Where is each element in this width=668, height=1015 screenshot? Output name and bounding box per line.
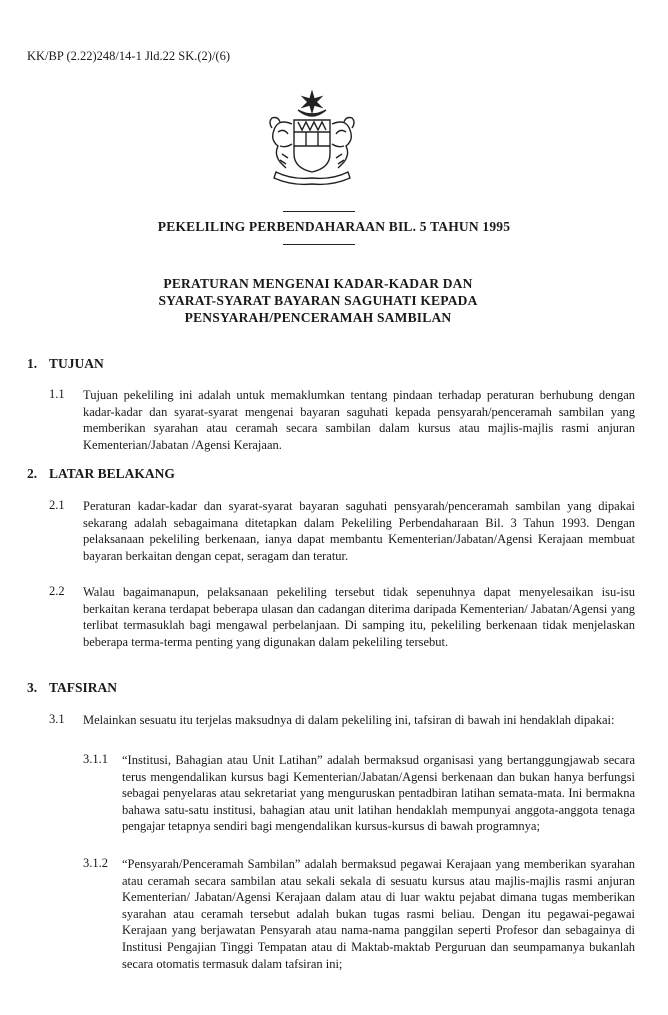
paragraph-3-1-1: “Institusi, Bahagian atau Unit Latihan” adalah bermaksud organisasi yang bertanggungjawab secara terus mengendalikan kursus bagi Kementerian/Jabatan/Agensi berkenaan dan bukan hanya berfungsi sebagai penyelaras atau sekretariat yang menguruskan pentadbiran latihan semata-mata. Ini bermakna bahawa satu-satu institusi, bahagian atau unit latihan hendaklah mempunyai anggota-anggota tenaga pengajar tetapnya sendiri bagi mengendalikan kursus-kursus di bawah programnya;: [122, 753, 635, 834]
section-number: 1.: [27, 356, 38, 371]
section-title: TAFSIRAN: [49, 680, 118, 695]
subject-line-3: PENSYARAH/PENCERAMAH SAMBILAN: [184, 310, 452, 325]
paragraph-number: 3.1.1: [83, 752, 108, 766]
reference-number: KK/BP (2.22)248/14-1 Jld.22 SK.(2)/(6): [27, 49, 231, 63]
subject-line-1: PERATURAN MENGENAI KADAR-KADAR DAN: [163, 276, 473, 291]
subject-line-2: SYARAT-SYARAT BAYARAN SAGUHATI KEPADA: [158, 293, 478, 308]
paragraph-3-1: Melainkan sesuatu itu terjelas maksudnya di dalam pekeliling ini, tafsiran di bawah ini hendaklah dipakai:: [83, 713, 615, 727]
paragraph-1-1: Tujuan pekeliling ini adalah untuk memaklumkan tentang pindaan terhadap peraturan berhubung dengan kadar-kadar dan syarat-syarat mengenai bayaran saguhati kepada pensyarah/penceramah sambilan yang memberikan syarahan atau ceramah secara sambilan dalam kursus atau majlis-majlis rasmi anjuran Kementerian/Jabatan /Agensi Kerajaan.: [83, 388, 635, 452]
paragraph-number: 1.1: [49, 387, 65, 401]
paragraph-number: 3.1: [49, 712, 65, 726]
section-number: 3.: [27, 680, 38, 695]
title-rule-bottom: [283, 244, 355, 245]
paragraph-3-1-2: “Pensyarah/Penceramah Sambilan” adalah bermaksud pegawai Kerajaan yang memberikan syarahan atau ceramah secara sambilan atau sekali sekala di sesuatu kursus atau majlis-majlis rasmi anjuran Kementerian/ Jabatan/Agensi Kerajaan dalam atau di luar waktu pejabat dimana tugas memberikan syarahan atau ceramah tersebut adalah bukan tugas rasmi beliau. Dengan itu pegawai-pegawai Kerajaan yang berjawatan Pensyarah atau nama-nama panggilan seperti Profesor dan sebagainya di Institusi Pengajian Tinggi Tempatan atau di Maktab-maktab Perguruan dan seumpamanya bukanlah secara otomatis termasuk dalam tafsiran ini;: [122, 857, 635, 971]
malaysia-coat-of-arms-icon: [258, 88, 366, 188]
circular-title: PEKELILING PERBENDAHARAAN BIL. 5 TAHUN 1995: [157, 219, 511, 234]
section-number: 2.: [27, 466, 38, 481]
paragraph-number: 2.1: [49, 498, 65, 512]
paragraph-2-1: Peraturan kadar-kadar dan syarat-syarat bayaran saguhati pensyarah/penceramah sambilan yang dipakai sekarang adalah sebagaimana ditetapkan dalam Pekeliling Perbendaharaan Bil. 3 Tahun 1993. Dengan pelaksanaan pekeliling berkenaan, ianya dapat membantu Kementerian/Jabatan/Agensi Kerajaan membuat bayaran berkaitan dengan cepat, seragam dan teratur.: [83, 499, 635, 563]
paragraph-2-2: Walau bagaimanapun, pelaksanaan pekeliling tersebut tidak sepenuhnya dapat menyelesaikan isu-isu berkaitan kerana terdapat beberapa ulasan dan cadangan diterima daripada Kementerian/ Jabatan/Agensi yang terlibat termasuklah bagi mengawal perbelanjaan. Di samping itu, pekeliling berkenaan tidak menjelaskan beberapa terma-terma penting yang digunakan dalam pekeliling tersebut.: [83, 585, 635, 649]
section-title: LATAR BELAKANG: [49, 466, 175, 481]
paragraph-number: 2.2: [49, 584, 65, 598]
paragraph-number: 3.1.2: [83, 856, 108, 870]
section-title: TUJUAN: [49, 356, 104, 371]
title-rule-top: [283, 211, 355, 212]
